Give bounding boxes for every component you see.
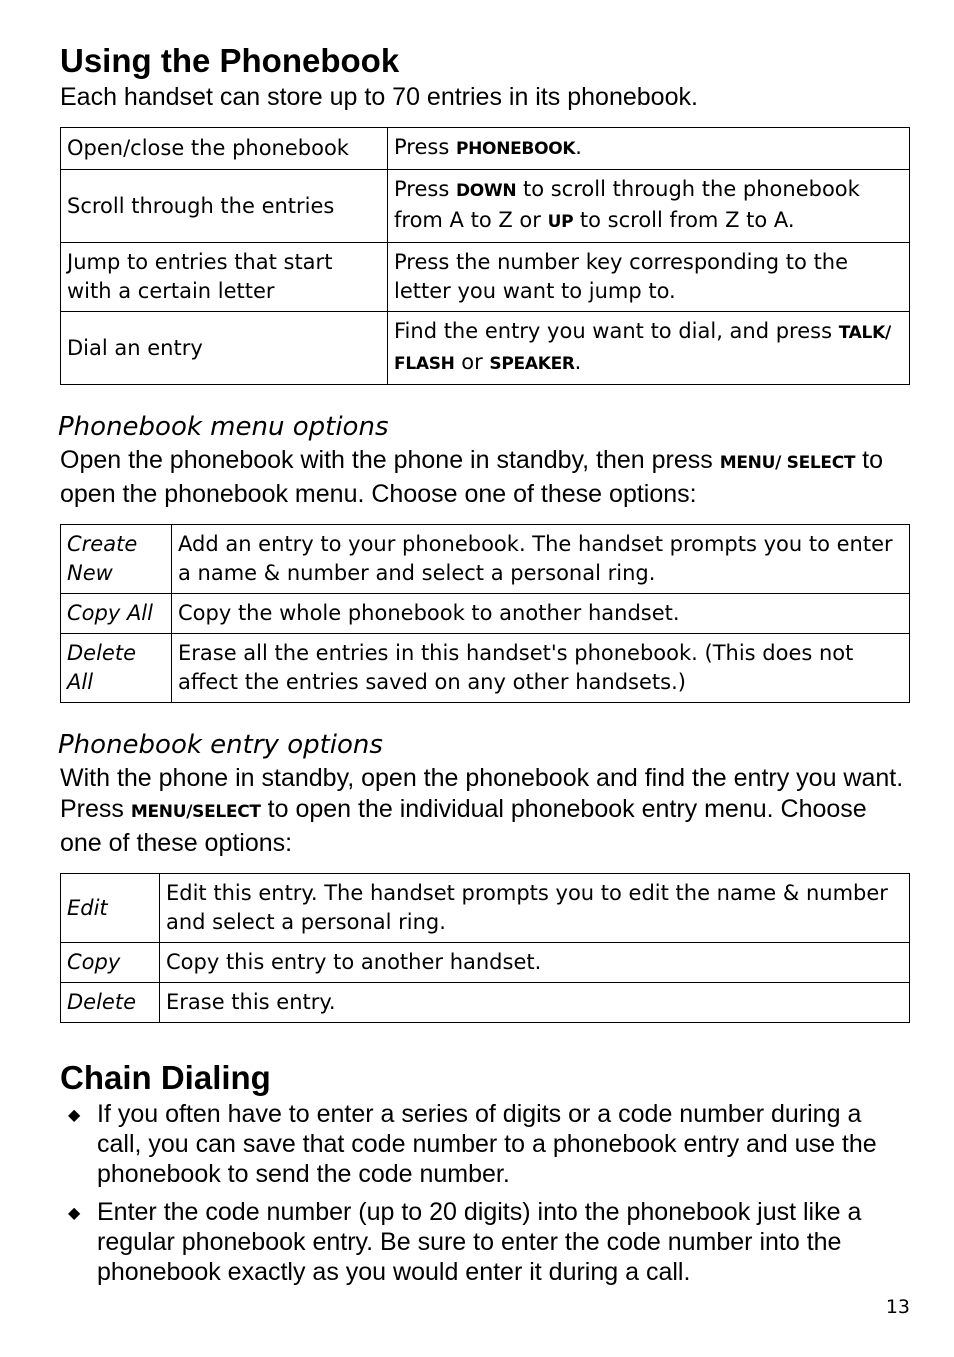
table-row bbox=[61, 874, 910, 943]
intro-text: Each handset can store up to 70 entries in its phonebook. bbox=[60, 83, 698, 111]
table-row bbox=[61, 243, 910, 312]
phonebook-basics-table bbox=[60, 127, 910, 385]
description-cell: Press the number key corresponding to the letter you want to jump to. bbox=[388, 243, 910, 312]
description-cell: Find the entry you want to dial, and press TALK/ FLASH or SPEAKER. bbox=[388, 312, 910, 385]
table-row bbox=[61, 943, 910, 983]
description-cell: Erase all the entries in this handset's phonebook. (This does not affect the entries saved on any other handsets.) bbox=[172, 634, 910, 703]
list-item: ◆ If you often have to enter a series of digits or a code number during a call, you can save that code number to a phonebook entry and use the phonebook to send the code number. bbox=[68, 1100, 877, 1188]
table-row bbox=[61, 312, 910, 385]
table-row bbox=[61, 983, 910, 1023]
action-cell: Scroll through the entries bbox=[61, 170, 388, 243]
table-row bbox=[61, 594, 910, 634]
entry-options-heading: Phonebook entry options bbox=[58, 730, 383, 760]
option-cell: Copy bbox=[61, 943, 160, 983]
menu-options-heading: Phonebook menu options bbox=[58, 412, 389, 442]
option-cell: Copy All bbox=[61, 594, 172, 634]
menu-options-table bbox=[60, 524, 910, 703]
action-cell: Jump to entries that start with a certain letter bbox=[61, 243, 388, 312]
option-cell: Edit bbox=[61, 874, 160, 943]
table-row bbox=[61, 128, 910, 170]
description-cell: Copy this entry to another handset. bbox=[160, 943, 910, 983]
option-cell: Create New bbox=[61, 525, 172, 594]
option-cell: Delete All bbox=[61, 634, 172, 703]
diamond-bullet-icon: ◆ bbox=[68, 1107, 81, 1124]
description-cell: Erase this entry. bbox=[160, 983, 910, 1023]
action-cell: Open/close the phonebook bbox=[61, 128, 388, 170]
entry-options-table bbox=[60, 873, 910, 1023]
key-label: MENU/SELECT bbox=[130, 802, 261, 822]
page-title: Using the Phonebook bbox=[60, 42, 400, 79]
table-row bbox=[61, 525, 910, 594]
table-row bbox=[61, 170, 910, 243]
key-label: SPEAKER bbox=[489, 354, 575, 374]
description-cell: Edit this entry. The handset prompts you to edit the name & number and select a personal ring. bbox=[160, 874, 910, 943]
description-cell: Press PHONEBOOK. bbox=[388, 128, 910, 170]
key-label: TALK/ FLASH bbox=[394, 323, 891, 374]
page-content bbox=[60, 40, 910, 1295]
entry-options-text: With the phone in standby, open the phonebook and find the entry you want. Press MENU/SELECT to open the individual phonebook entry menu. Choose one of these options: bbox=[60, 764, 904, 857]
chain-dialing-title: Chain Dialing bbox=[60, 1059, 271, 1096]
table-row bbox=[61, 634, 910, 703]
action-cell: Dial an entry bbox=[61, 312, 388, 385]
key-label: PHONEBOOK bbox=[455, 139, 576, 159]
description-cell: Press DOWN to scroll through the phonebook from A to Z or UP to scroll from Z to A. bbox=[388, 170, 910, 243]
key-label: UP bbox=[547, 212, 574, 232]
option-cell: Delete bbox=[61, 983, 160, 1023]
key-label: DOWN bbox=[455, 181, 517, 201]
list-item: ◆ Enter the code number (up to 20 digits) into the phonebook just like a regular phonebook entry. Be sure to enter the code number into the phonebook exactly as you would enter it during a call. bbox=[68, 1198, 862, 1286]
menu-options-text: Open the phonebook with the phone in standby, then press MENU/ SELECT to open the phonebook menu. Choose one of these options: bbox=[60, 446, 883, 508]
description-cell: Add an entry to your phonebook. The handset prompts you to enter a name & number and select a personal ring. bbox=[172, 525, 910, 594]
chain-dialing-list bbox=[60, 1099, 910, 1287]
description-cell: Copy the whole phonebook to another handset. bbox=[172, 594, 910, 634]
key-label: MENU/ SELECT bbox=[719, 453, 856, 473]
diamond-bullet-icon: ◆ bbox=[68, 1205, 81, 1222]
page-number: 13 bbox=[885, 1296, 910, 1318]
